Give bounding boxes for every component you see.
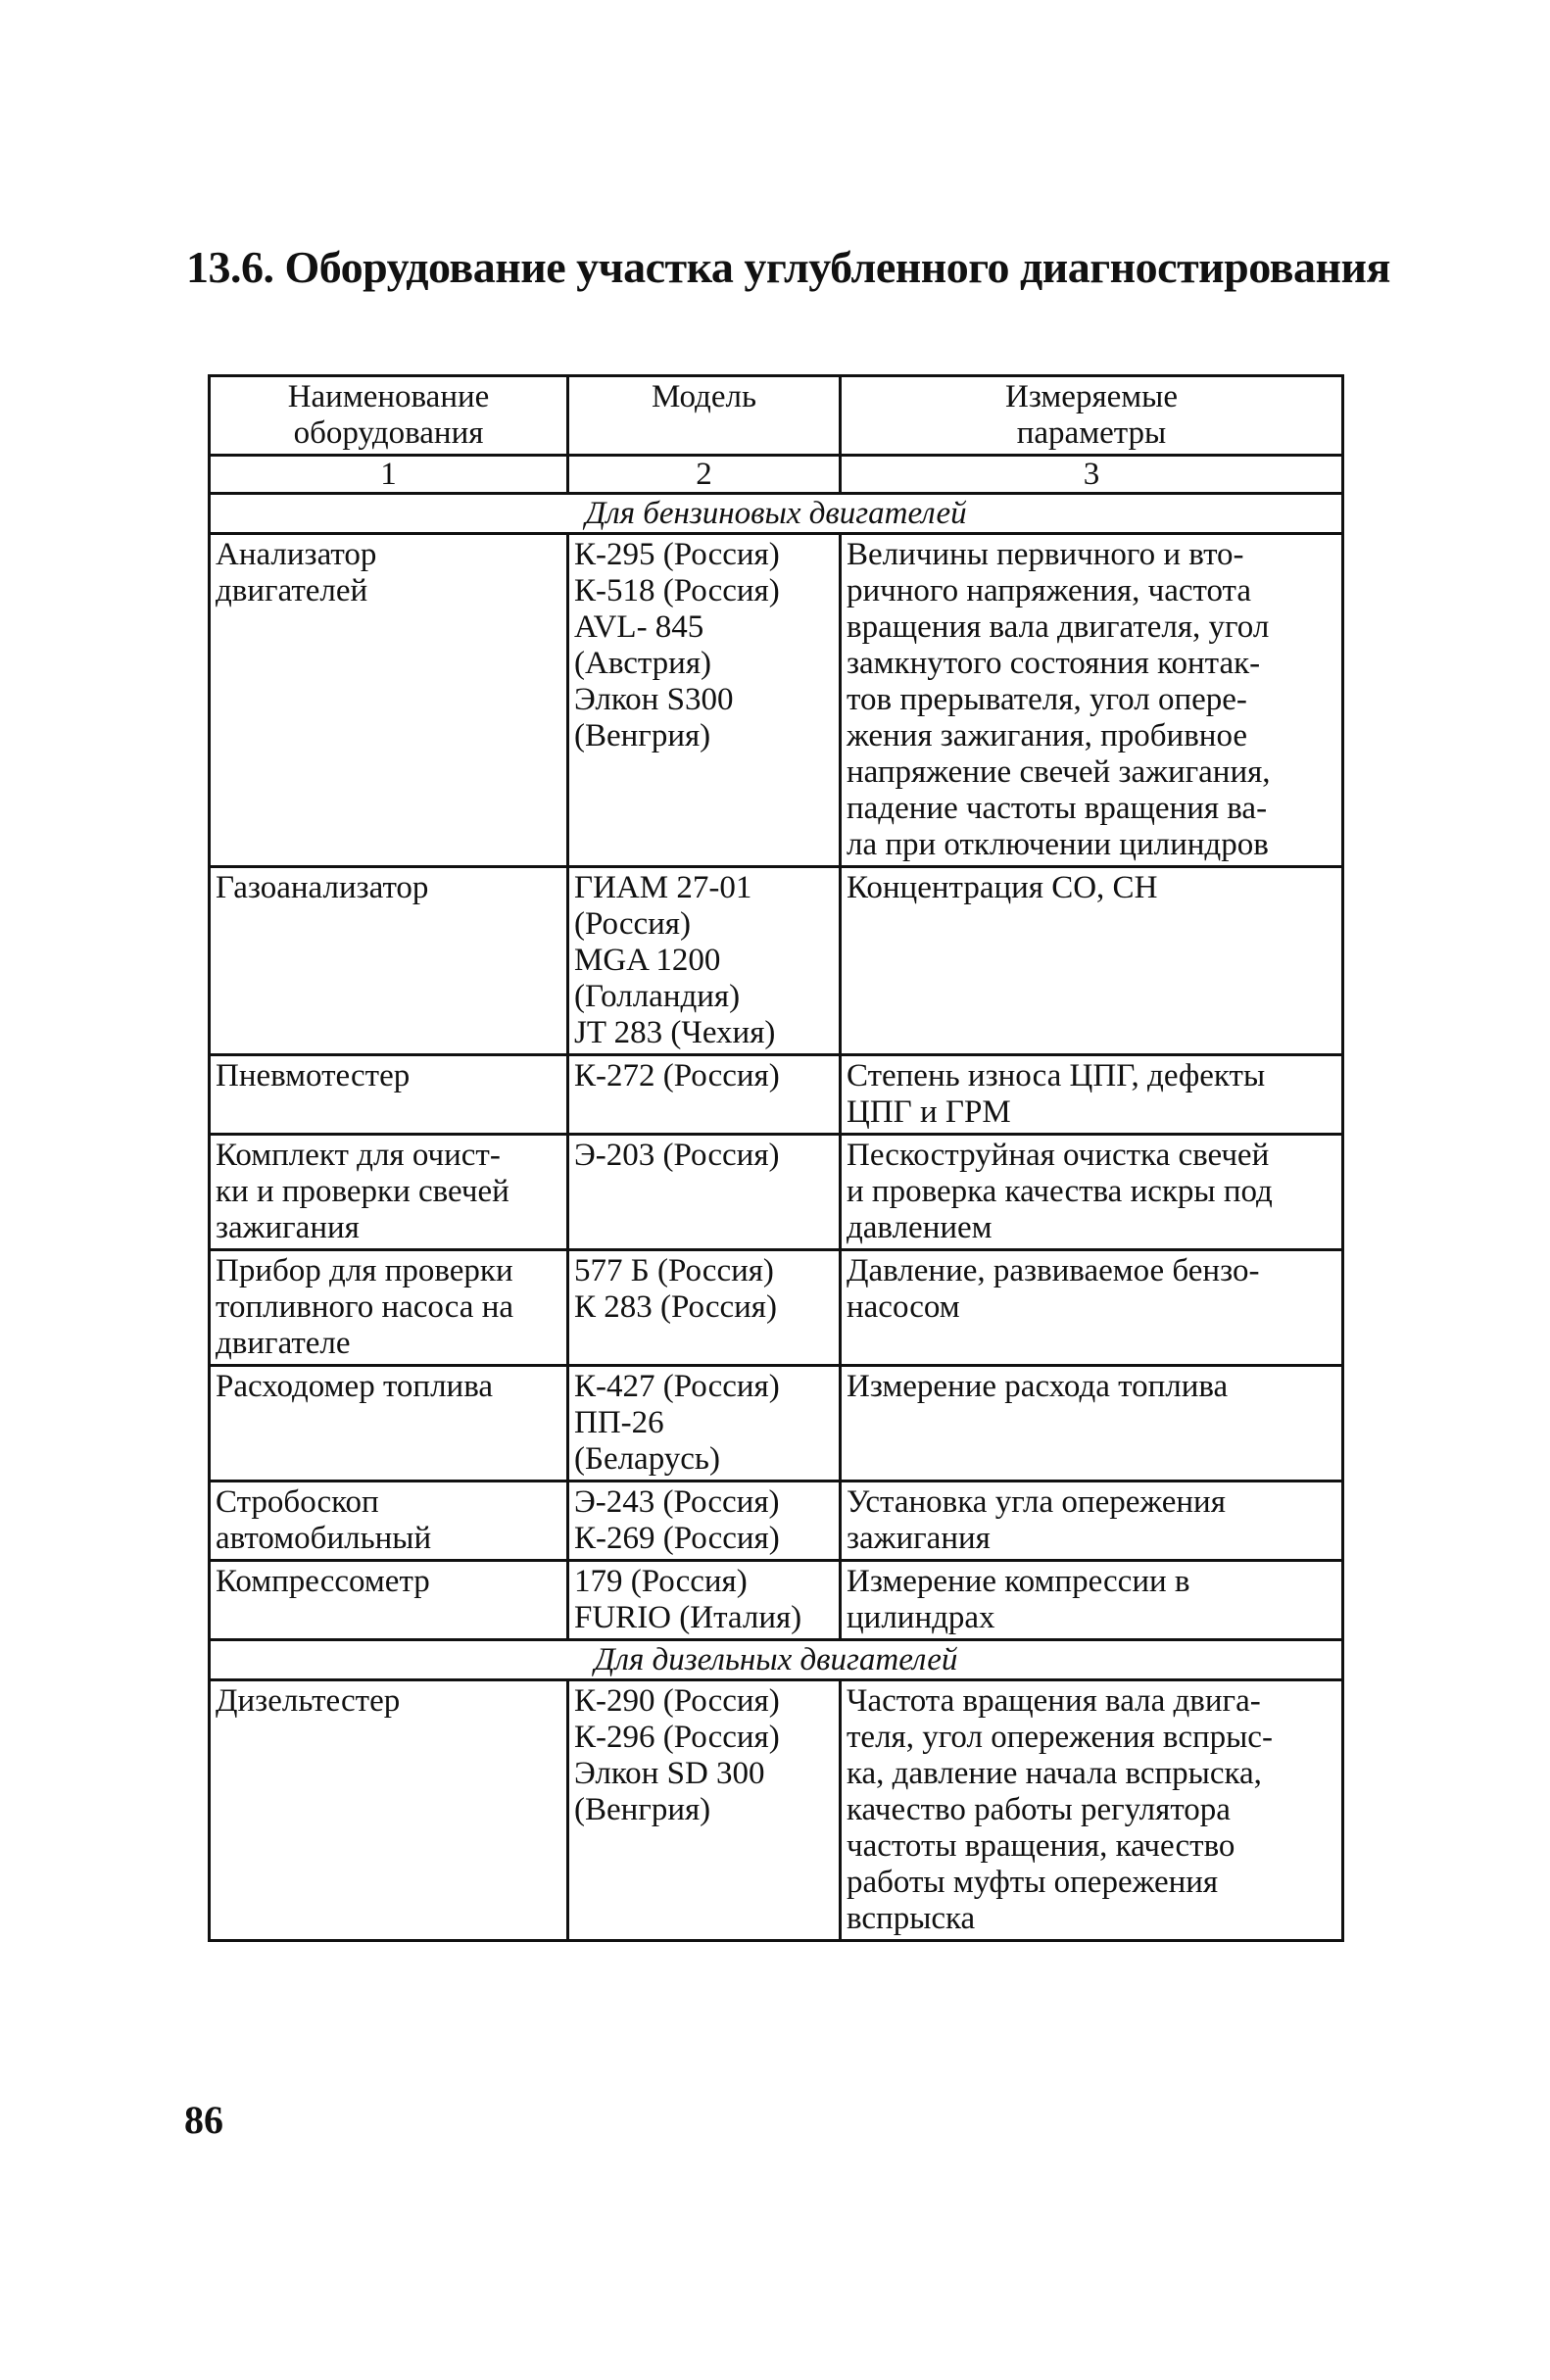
header-params [841, 376, 1343, 456]
equipment-model-line: Элкон S300 [574, 682, 734, 717]
equipment-name-line: Пневмотестер [216, 1058, 411, 1093]
equipment-params-line: насосом [847, 1289, 960, 1325]
section-row [210, 494, 1343, 534]
header-name [210, 376, 568, 456]
equipment-model-cell [568, 534, 841, 867]
equipment-model-cell [568, 867, 841, 1055]
equipment-name-line: ки и проверки свечей [216, 1174, 509, 1209]
equipment-name-line: Компрессометр [216, 1564, 430, 1599]
equipment-row [210, 1561, 1343, 1640]
equipment-name-cell [210, 1366, 568, 1481]
equipment-model-line: К 283 (Россия) [574, 1289, 777, 1325]
equipment-name-line: топливного насоса на [216, 1289, 514, 1325]
equipment-params-line: цилиндрах [847, 1600, 995, 1635]
equipment-name-cell [210, 867, 568, 1055]
equipment-params-line: качество работы регулятора [847, 1792, 1231, 1827]
header-name-line: Наименование [287, 379, 490, 414]
equipment-row [210, 867, 1343, 1055]
equipment-table [208, 374, 1344, 1942]
equipment-params-line: вспрыска [847, 1901, 976, 1936]
equipment-params-line: Концентрация CO, CH [847, 870, 1158, 905]
equipment-model-line: (Голландия) [574, 979, 741, 1014]
equipment-params-cell [841, 1250, 1343, 1366]
equipment-params-line: ла при отключении цилиндров [847, 827, 1269, 862]
equipment-model-line: 577 Б (Россия) [574, 1253, 774, 1288]
equipment-params-line: Частота вращения вала двига- [847, 1683, 1261, 1719]
equipment-params-line: Измерение расхода топлива [847, 1369, 1229, 1404]
equipment-params-line: Пескоструйная очистка свечей [847, 1138, 1270, 1173]
equipment-model-line: 179 (Россия) [574, 1564, 748, 1599]
equipment-name-line: Газоанализатор [216, 870, 429, 905]
section-title: Для бензиновых двигателей [210, 494, 1343, 534]
equipment-params-line: частоты вращения, качество [847, 1828, 1235, 1864]
equipment-model-cell [568, 1135, 841, 1250]
equipment-params-cell [841, 534, 1343, 867]
equipment-params-line: ЦПГ и ГРМ [847, 1094, 1011, 1130]
equipment-name-cell [210, 534, 568, 867]
equipment-params-cell [841, 1680, 1343, 1941]
equipment-model-line: Элкон SD 300 [574, 1756, 765, 1791]
equipment-params-line: напряжение свечей зажигания, [847, 754, 1271, 790]
equipment-model-cell [568, 1561, 841, 1640]
equipment-row [210, 534, 1343, 867]
equipment-name-line: двигателе [216, 1326, 351, 1361]
equipment-params-cell [841, 1135, 1343, 1250]
section-row [210, 1640, 1343, 1680]
equipment-model-line: К-296 (Россия) [574, 1720, 780, 1755]
header-model-line: Модель [651, 379, 757, 414]
page-number: 86 [184, 2098, 223, 2142]
equipment-params-cell [841, 1055, 1343, 1135]
equipment-row [210, 1250, 1343, 1366]
equipment-model-cell [568, 1250, 841, 1366]
equipment-params-line: теля, угол опережения вспрыс- [847, 1720, 1273, 1755]
equipment-params-line: ка, давление начала вспрыска, [847, 1756, 1262, 1791]
equipment-name-cell [210, 1481, 568, 1561]
equipment-name-cell [210, 1680, 568, 1941]
equipment-name-line: Комплект для очист- [216, 1138, 501, 1173]
equipment-name-line: автомобильный [216, 1521, 432, 1556]
header-name-line: оборудования [293, 415, 484, 451]
equipment-name-cell [210, 1055, 568, 1135]
equipment-row [210, 1135, 1343, 1250]
equipment-params-line: зажигания [847, 1521, 991, 1556]
equipment-params-line: Установка угла опережения [847, 1484, 1226, 1520]
equipment-model-line: К-269 (Россия) [574, 1521, 780, 1556]
equipment-name-line: Стробоскоп [216, 1484, 379, 1520]
header-params-line: параметры [1016, 415, 1167, 451]
equipment-row [210, 1481, 1343, 1561]
equipment-name-cell [210, 1135, 568, 1250]
equipment-name-line: Дизельтестер [216, 1683, 401, 1719]
equipment-params-line: работы муфты опережения [847, 1865, 1219, 1900]
section-title: Для дизельных двигателей [210, 1640, 1343, 1680]
page-title: 13.6. Оборудование участка углубленного диагностирования [186, 242, 1390, 292]
equipment-model-line: MGA 1200 [574, 943, 721, 978]
equipment-model-line: Э-203 (Россия) [574, 1138, 780, 1173]
header-params-line: Измеряемые [1005, 379, 1178, 414]
equipment-model-line: К-427 (Россия) [574, 1369, 780, 1404]
equipment-params-line: и проверка качества искры под [847, 1174, 1273, 1209]
equipment-params-line: Измерение компрессии в [847, 1564, 1190, 1599]
equipment-params-cell [841, 1561, 1343, 1640]
column-number: 3 [841, 456, 1343, 494]
equipment-row [210, 1366, 1343, 1481]
equipment-row [210, 1055, 1343, 1135]
equipment-model-cell [568, 1366, 841, 1481]
equipment-row [210, 1680, 1343, 1941]
equipment-model-line: AVL- 845 [574, 609, 704, 645]
equipment-params-line: ричного напряжения, частота [847, 573, 1252, 608]
equipment-name-cell [210, 1250, 568, 1366]
equipment-params-line: жения зажигания, пробивное [847, 718, 1247, 753]
equipment-model-line: (Венгрия) [574, 718, 711, 753]
equipment-model-line: (Австрия) [574, 646, 712, 681]
equipment-name-line: зажигания [216, 1210, 360, 1245]
equipment-model-line: К-295 (Россия) [574, 537, 780, 572]
equipment-model-line: (Венгрия) [574, 1792, 711, 1827]
equipment-params-line: тов прерывателя, угол опере- [847, 682, 1247, 717]
equipment-model-line: К-518 (Россия) [574, 573, 780, 608]
equipment-model-cell [568, 1680, 841, 1941]
equipment-model-line: К-290 (Россия) [574, 1683, 780, 1719]
equipment-model-line: К-272 (Россия) [574, 1058, 780, 1093]
equipment-params-cell [841, 867, 1343, 1055]
equipment-table-body [210, 376, 1343, 1941]
equipment-params-line: вращения вала двигателя, угол [847, 609, 1270, 645]
header-model [568, 376, 841, 456]
equipment-model-line: JT 283 (Чехия) [574, 1015, 776, 1050]
column-number: 1 [210, 456, 568, 494]
equipment-params-line: падение частоты вращения ва- [847, 791, 1268, 826]
column-number: 2 [568, 456, 841, 494]
equipment-params-cell [841, 1366, 1343, 1481]
equipment-model-line: Э-243 (Россия) [574, 1484, 780, 1520]
column-number-row [210, 456, 1343, 494]
equipment-name-line: Анализатор [216, 537, 377, 572]
equipment-name-cell [210, 1561, 568, 1640]
equipment-model-line: FURIO (Италия) [574, 1600, 802, 1635]
equipment-params-line: Давление, развиваемое бензо- [847, 1253, 1260, 1288]
equipment-params-line: Степень износа ЦПГ, дефекты [847, 1058, 1266, 1093]
header-row [210, 376, 1343, 456]
equipment-model-line: (Россия) [574, 906, 691, 942]
equipment-params-line: Величины первичного и вто- [847, 537, 1244, 572]
equipment-name-line: двигателей [216, 573, 368, 608]
equipment-model-line: ГИАМ 27-01 [574, 870, 752, 905]
equipment-model-cell [568, 1481, 841, 1561]
equipment-params-line: давлением [847, 1210, 993, 1245]
equipment-name-line: Расходомер топлива [216, 1369, 494, 1404]
equipment-params-line: замкнутого состояния контак- [847, 646, 1261, 681]
equipment-name-line: Прибор для проверки [216, 1253, 513, 1288]
equipment-model-cell [568, 1055, 841, 1135]
equipment-model-line: (Беларусь) [574, 1441, 720, 1477]
equipment-params-cell [841, 1481, 1343, 1561]
equipment-model-line: ПП-26 [574, 1405, 664, 1440]
